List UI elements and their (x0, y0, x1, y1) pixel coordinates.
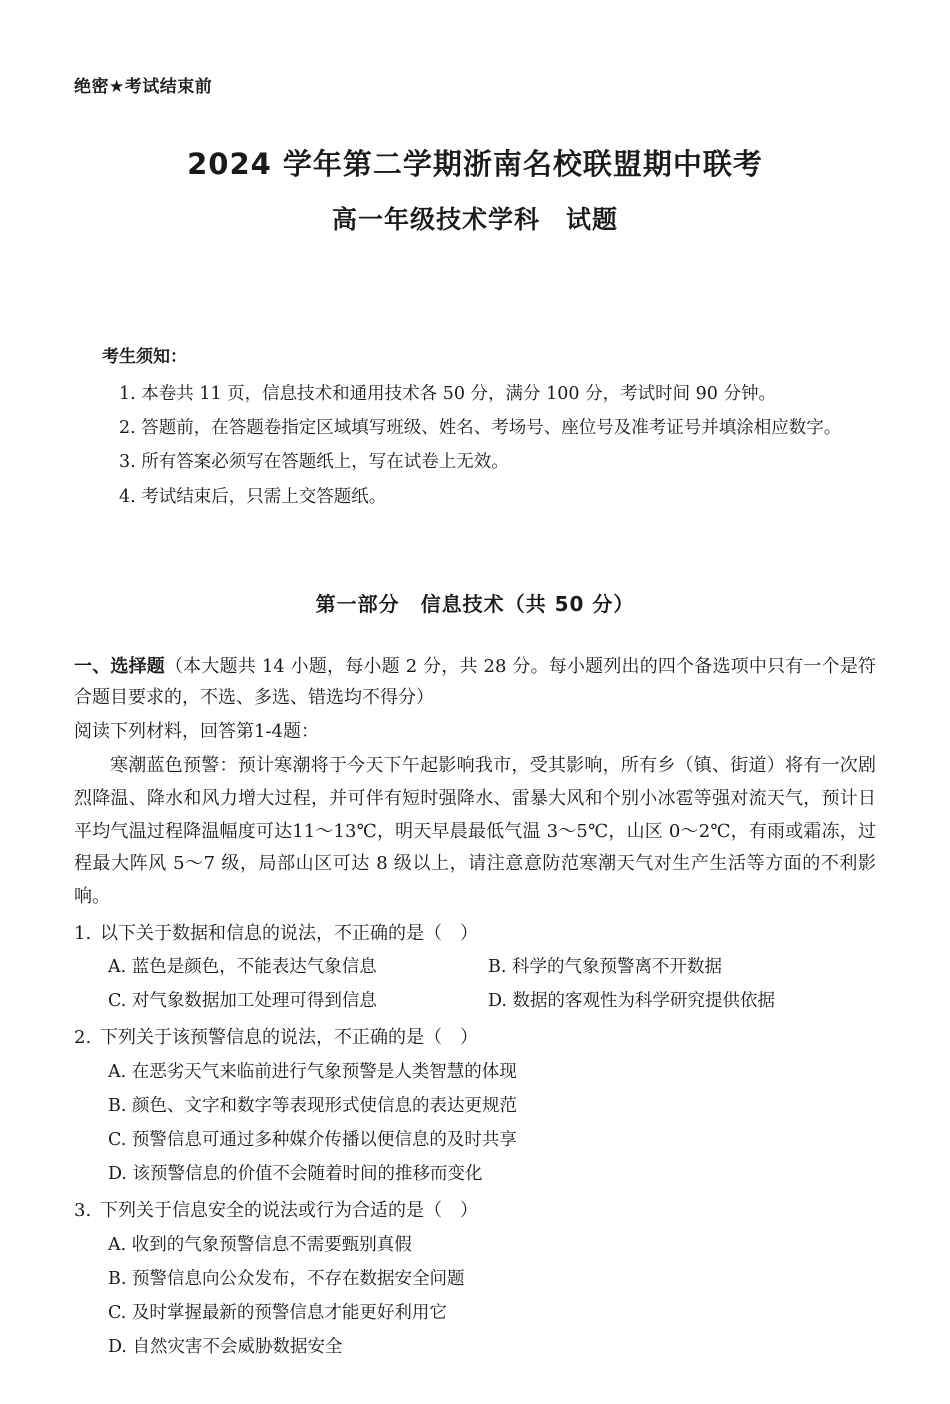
question-number: 1. (74, 922, 92, 944)
page-title: 2024 学年第二学期浙南名校联盟期中联考 (187, 147, 763, 181)
read-prompt: 阅读下列材料，回答第1-4题： (74, 720, 319, 742)
question-3 (74, 1195, 876, 1364)
option-d[interactable]: D. 数据的客观性为科学研究提供依据 (488, 991, 776, 1012)
option-b[interactable]: B. 科学的气象预警离不开数据 (488, 957, 722, 978)
option-c[interactable]: C. 对气象数据加工处理可得到信息 (108, 991, 377, 1012)
option-a[interactable]: A. 蓝色是颜色，不能表达气象信息 (108, 957, 377, 978)
question-stem (74, 918, 876, 950)
question-number: 2. (74, 1027, 92, 1049)
secret-label: 绝密★考试结束前 (74, 77, 213, 97)
section-label: 一、选择题 (74, 655, 165, 677)
option-list (74, 1055, 876, 1192)
option-d[interactable]: D. 该预警信息的价值不会随着时间的推移而变化 (108, 1164, 483, 1185)
question-text: 下列关于信息安全的说法或行为合适的是（ ） (100, 1200, 478, 1222)
question-number: 3. (74, 1200, 92, 1222)
question-stem (74, 1022, 876, 1054)
notice-item: 1. 本卷共 11 页，信息技术和通用技术各 50 分，满分 100 分，考试时间 90 分钟。 (119, 384, 776, 405)
notice-heading: 考生须知： (102, 347, 187, 368)
option-c[interactable]: C. 预警信息可通过多种媒介传播以便信息的及时共享 (108, 1130, 517, 1151)
question-text: 以下关于数据和信息的说法，不正确的是（ ） (100, 922, 478, 944)
section-heading (74, 651, 876, 714)
option-b[interactable]: B. 预警信息向公众发布，不存在数据安全问题 (108, 1268, 465, 1289)
option-c[interactable]: C. 及时掌握最新的预警信息才能更好利用它 (108, 1302, 447, 1323)
option-list (74, 950, 876, 1018)
option-list (74, 1228, 876, 1365)
part-heading: 第一部分 信息技术（共 50 分） (315, 591, 635, 616)
material-text: 寒潮蓝色预警：预计寒潮将于今天下午起影响我市，受其影响，所有乡（镇、街道）将有一次剧烈降温、降水和风力增大过程，并可伴有短时强降水、雷暴大风和个别小冰雹等强对流天气，预计日平均气温过程降温幅度可达11～13℃，明天早晨最低气温 3～5℃，山区 0～2℃，有雨或霜冻，过程最大阵风 5～7 级，局部山区可达 8 级以上，请注意意防范寒潮天气对生产生活等方面的不利影响。 (74, 755, 876, 908)
question-stem (74, 1195, 876, 1227)
question-1 (74, 918, 876, 1019)
option-b[interactable]: B. 颜色、文字和数字等表现形式使信息的表达更规范 (108, 1095, 517, 1116)
title-block (74, 145, 876, 236)
option-a[interactable]: A. 收到的气象预警信息不需要甄别真假 (108, 1234, 412, 1255)
page-subtitle: 高一年级技术学科 试题 (331, 205, 618, 235)
notice-item: 3. 所有答案必须写在答题纸上，写在试卷上无效。 (119, 452, 509, 473)
option-a[interactable]: A. 在恶劣天气来临前进行气象预警是人类智慧的体现 (108, 1061, 517, 1082)
candidate-notice (74, 342, 876, 514)
section-description: （本大题共 14 小题，每小题 2 分，共 28 分。每小题列出的四个备选项中只有一个是符合题目要求的，不选、多选、错选均不得分） (74, 655, 877, 709)
question-text: 下列关于该预警信息的说法，不正确的是（ ） (100, 1027, 478, 1049)
option-d[interactable]: D. 自然灾害不会威胁数据安全 (108, 1337, 343, 1358)
notice-item: 2. 答题前，在答题卷指定区域填写班级、姓名、考场号、座位号及准考证号并填涂相应数字。 (119, 418, 842, 439)
notice-item: 4. 考试结束后，只需上交答题纸。 (119, 486, 387, 507)
question-2 (74, 1022, 876, 1191)
